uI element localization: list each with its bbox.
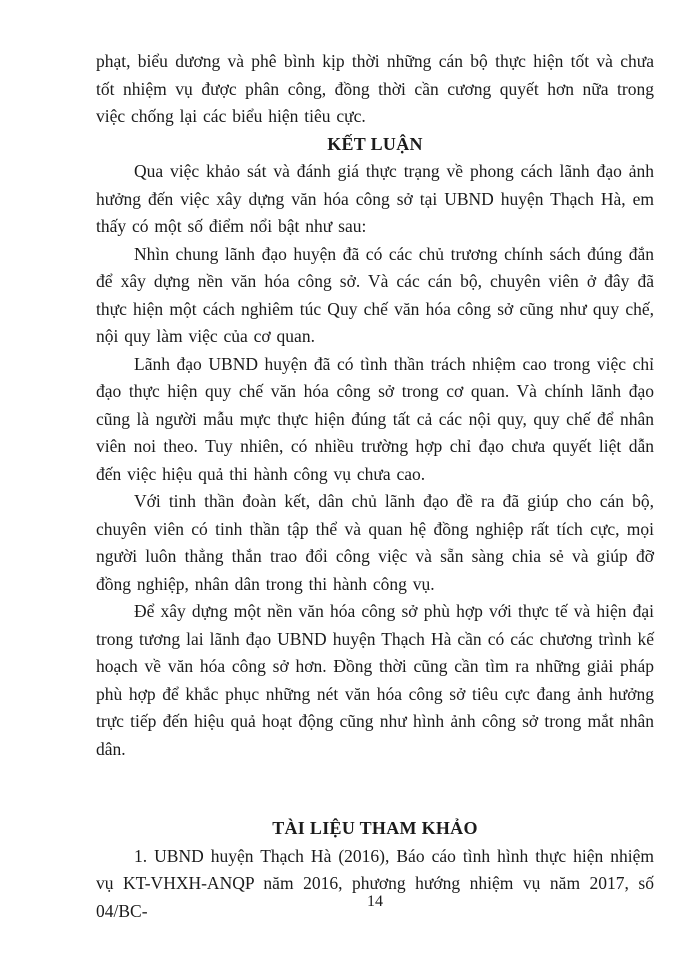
document-body	[96, 48, 654, 925]
conclusion-paragraph: Để xây dựng một nền văn hóa công sở phù hợp với thực tế và hiện đại trong tương lai lãnh đạo UBND huyện Thạch Hà cần có các chương trình kế hoạch về văn hóa công sở hơn. Đồng thời cũng cần tìm ra những giải pháp phù hợp để khắc phục những nét văn hóa công sở tiêu cực đang ảnh hưởng trực tiếp đến hiệu quả hoạt động cũng như hình ảnh công sở trong mắt nhân dân.	[96, 601, 654, 759]
continuation-paragraph: phạt, biểu dương và phê bình kịp thời những cán bộ thực hiện tốt và chưa tốt nhiệm vụ được phân công, đồng thời cần cương quyết hơn nữa trong việc chống lại các biểu hiện tiêu cực.	[96, 51, 654, 126]
references-heading: TÀI LIỆU THAM KHẢO	[272, 818, 478, 838]
conclusion-paragraph: Lãnh đạo UBND huyện đã có tình thần trách nhiệm cao trong việc chỉ đạo thực hiện quy chế văn hóa công sở trong cơ quan. Và chính lãnh đạo cũng là người mẫu mực thực hiện đúng tất cả các nội quy, quy chế để nhân viên noi theo. Tuy nhiên, có nhiều trường hợp chỉ đạo chưa quyết liệt dẫn đến việc hiệu quả thi hành công vụ chưa cao.	[96, 353, 654, 484]
conclusion-paragraph: Qua việc khảo sát và đánh giá thực trạng về phong cách lãnh đạo ảnh hưởng đến việc xây dựng văn hóa công sở tại UBND huyện Thạch Hà, em thấy có một số điểm nổi bật như sau:	[96, 161, 654, 236]
reference-item: 1. UBND huyện Thạch Hà (2016), Báo cáo tình hình thực hiện nhiệm vụ KT-VHXH-ANQP năm 2016, phương hướng nhiệm vụ năm 2017, số 04/BC-	[96, 845, 654, 921]
page-number: 14	[367, 893, 383, 910]
conclusion-paragraph: Với tinh thần đoàn kết, dân chủ lãnh đạo đề ra đã giúp cho cán bộ, chuyên viên có tinh thần tập thể và quan hệ đồng nghiệp rất tích cực, mọi người luôn thẳng thắn trao đổi công việc và sẵn sàng chia sẻ và giúp đỡ đồng nghiệp, nhân dân trong thi hành công vụ.	[96, 491, 654, 594]
conclusion-heading: KẾT LUẬN	[327, 133, 423, 154]
conclusion-paragraph: Nhìn chung lãnh đạo huyện đã có các chủ trương chính sách đúng đắn để xây dựng nền văn hóa công sở. Và các cán bộ, chuyên viên ở đây đã thực hiện một cách nghiêm túc Quy chế văn hóa công sở cũng như quy chế, nội quy làm việc của cơ quan.	[96, 243, 654, 346]
